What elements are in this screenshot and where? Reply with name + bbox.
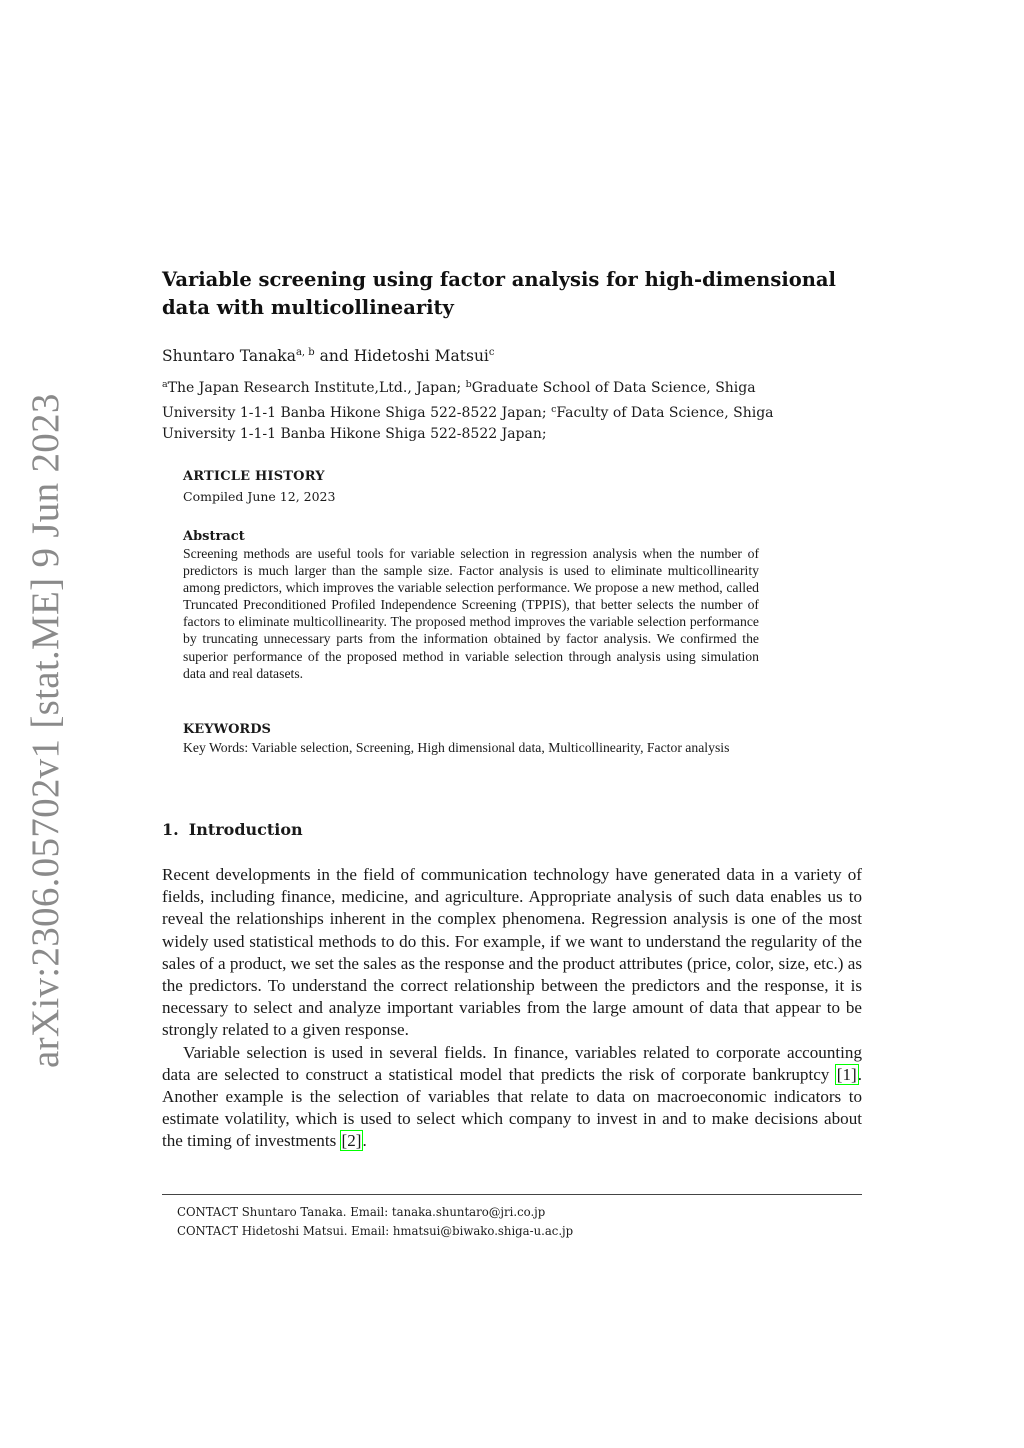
affiliation-mark: a	[162, 379, 168, 390]
citation-link-1[interactable]: [1]	[836, 1064, 857, 1084]
contact-footnote: CONTACT Hidetoshi Matsui. Email: hmatsui@biwako.shiga-u.ac.jp	[177, 1224, 574, 1238]
contact-footnote: CONTACT Shuntaro Tanaka. Email: tanaka.shuntaro@jri.co.jp	[177, 1205, 546, 1219]
abstract-heading: Abstract	[183, 529, 245, 544]
keywords-heading: KEYWORDS	[183, 722, 271, 737]
affiliation-c: Faculty of Data Science, Shiga University 1-1-1 Banba Hikone Shiga 522-8522 Japan;	[162, 405, 774, 442]
paragraph-text: Variable selection is used in several fields. In finance, variables related to corporate accounting data are selected to construct a statistical model that predicts the risk of corporate bankruptcy	[162, 1042, 862, 1084]
abstract-text: Screening methods are useful tools for variable selection in regression analysis when the number of predictors is much larger than the sample size. Factor analysis is used to eliminate multicollinearity among predictors, which improves the variable selection performance. We propose a new method, called Truncated Preconditioned Profiled Independence Screening (TPPIS), that better selects the number of factors to eliminate multicollinearity. The proposed method improves the variable selection performance by truncating unnecessary parts from the information obtained by factor analysis. We confirmed the superior performance of the proposed method in variable selection through analysis using simulation data and real datasets.	[183, 546, 759, 681]
section-number: 1.	[162, 820, 179, 839]
citation-link-2[interactable]: [2]	[341, 1131, 362, 1151]
paragraph: Recent developments in the field of communication technology have generated data in a variety of fields, including finance, medicine, and agriculture. Appropriate analysis of such data enables us to reveal the relationships inherent in the complex phenomena. Regression analysis is one of the most widely used statistical methods to do this. For example, if we want to understand the regularity of the sales of a product, we set the sales as the response and the product attributes (price, color, size, etc.) as the predictors. To understand the correct relationship between the predictors and the response, it is necessary to select and analyze important variables from the large amount of data that appear to be strongly related to a given response.	[162, 865, 862, 1040]
section-title: Introduction	[188, 820, 303, 839]
section-heading	[162, 820, 303, 840]
arxiv-identifier-stamp: arXiv:2306.05702v1 [stat.ME] 9 Jun 2023	[24, 393, 67, 1068]
author-affiliation-mark: c	[488, 347, 495, 358]
paper-title: Variable screening using factor analysis for high-dimensional data with multicollinearity	[162, 268, 836, 319]
author-name: Shuntaro Tanaka	[162, 347, 296, 365]
paragraph-text: .	[362, 1131, 367, 1151]
introduction-body	[162, 864, 862, 1153]
keywords-text: Key Words: Variable selection, Screening, High dimensional data, Multicollinearity, Factor analysis	[183, 740, 730, 755]
author-connector: and	[319, 347, 349, 365]
author-affiliation-mark: a, b	[295, 347, 315, 358]
affiliation-a: The Japan Research Institute,Ltd., Japan;	[167, 380, 462, 396]
paragraph	[162, 1042, 862, 1153]
author-name: Hidetoshi Matsui	[353, 347, 489, 365]
affiliation-b: Graduate School of Data Science, Shiga University 1-1-1 Banba Hikone Shiga 522-8522 Japan;	[162, 380, 756, 421]
paragraph-text: . Another example is the selection of variables that relate to data on macroeconomic indicators to estimate volatility, which is used to select which company to invest in and to make decisions about the timing of investments	[162, 1064, 862, 1151]
affiliation-mark: b	[465, 379, 472, 390]
affiliation-mark: c	[551, 404, 557, 415]
article-history-heading: ARTICLE HISTORY	[183, 469, 325, 484]
footnote-divider	[162, 1194, 862, 1195]
compiled-date: Compiled June 12, 2023	[183, 489, 336, 504]
footnotes	[177, 1203, 857, 1241]
author-line	[162, 342, 862, 367]
affiliations	[162, 374, 822, 445]
